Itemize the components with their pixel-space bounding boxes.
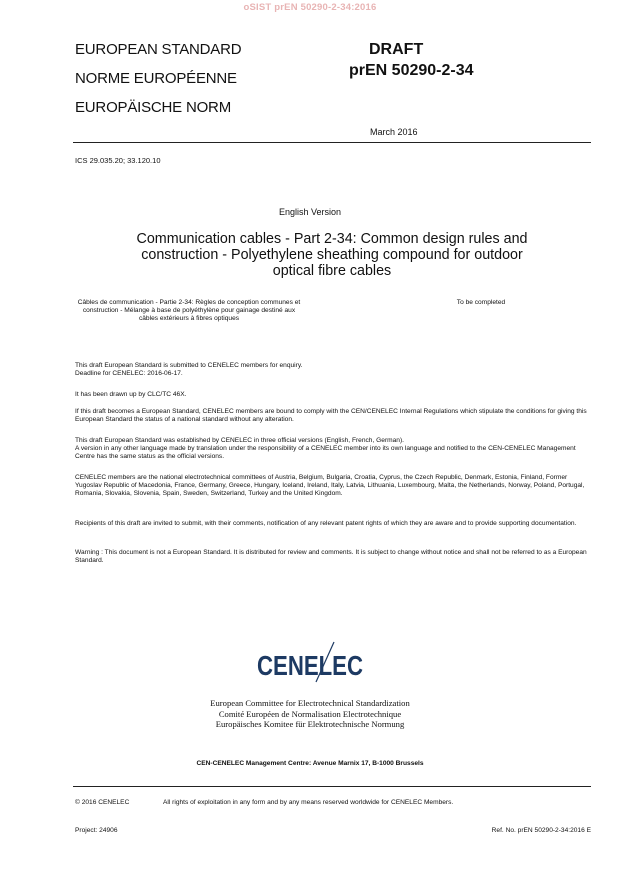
enquiry-notice: This draft European Standard is submitted to CENELEC members for enquiry. (75, 362, 303, 369)
translation-paragraph: A version in any other language made by translation under the responsibility of a CENELEC member into its own language and notified to the CEN-CENELEC Management Centre has the same status as the official versions. (75, 445, 576, 461)
reference-number: Ref. No. prEN 50290-2-34:2016 E (491, 827, 591, 834)
footer-rule (73, 786, 591, 787)
committee-name-en: European Committee for Electrotechnical Standardization (210, 698, 410, 708)
german-title: To be completed (456, 299, 506, 306)
copyright: © 2016 CENELEC (75, 799, 130, 806)
logo-wordmark: CENELEC (257, 650, 363, 681)
official-versions: This draft European Standard was established by CENELEC in three official versions (English, French, German). (75, 437, 404, 444)
technical-committee: It has been drawn up by CLC/TC 46X. (75, 391, 187, 398)
patent-paragraph: Recipients of this draft are invited to submit, with their comments, notification of any relevant patent rights of which they are aware and to provide supporting documentation. (75, 520, 577, 527)
standard-name-de: EUROPÄISCHE NORM (75, 99, 231, 116)
warning-paragraph: Warning : This document is not a European Standard. It is distributed for review and comments. It is subject to change without notice and shall not be referred to as a European Standard. (75, 549, 587, 565)
management-centre-address: CEN-CENELEC Management Centre: Avenue Marnix 17, B-1000 Brussels (196, 760, 424, 767)
cenelec-logo (0, 636, 620, 686)
rights-statement: All rights of exploitation in any form and by any means reserved worldwide for CENELEC Members. (163, 799, 454, 806)
regulations-paragraph: If this draft becomes a European Standard, CENELEC members are bound to comply with the CEN/CENELEC Internal Regulations which stipulate the conditions for giving this European Standard the status of a national standard without any alteration. (75, 408, 587, 424)
ics-codes: ICS 29.035.20; 33.120.10 (75, 156, 161, 165)
committee-name-fr: Comité Européen de Normalisation Electrotechnique (218, 708, 402, 719)
standard-name-en: EUROPEAN STANDARD (75, 41, 242, 58)
deadline: Deadline for CENELEC: 2016-06-17. (75, 370, 183, 377)
committee-name-de: Europäisches Komitee für Elektrotechnische Normung (215, 719, 405, 729)
standard-name-fr: NORME EUROPÉENNE (75, 70, 237, 87)
project-number: Project: 24906 (75, 827, 118, 834)
members-paragraph: CENELEC members are the national electrotechnical committees of Austria, Belgium, Bulgaria, Croatia, Cyprus, the Czech Republic, Denmark, Estonia, Finland, Former Yugoslav Republic of Macedonia, France, Germany, Greece, Hungary, Iceland, Ireland, Italy, Latvia, Lithuania, Luxembourg, Malta, the Netherlands, Norway, Poland, Portugal, Romania, Slovakia, Slovenia, Spain, Sweden, Switzerland, Turkey and the United Kingdom. (75, 474, 585, 498)
draft-number: prEN 50290-2-34 (349, 62, 474, 79)
watermark: oSIST prEN 50290-2-34:2016 (243, 2, 377, 13)
draft-label: DRAFT (369, 41, 424, 58)
document-title: Communication cables - Part 2-34: Common design rules and construction - Polyethylene sheathing compound for outdoor optical fibre cables (136, 231, 528, 279)
version-label: English Version (278, 207, 342, 217)
publication-date: March 2016 (370, 127, 418, 137)
committee-names (0, 698, 620, 730)
french-title: Câbles de communication - Partie 2-34: Règles de conception communes et construction - Mélange à base de polyéthylène pour gainage destiné aux câbles extérieurs à fibres optiques (77, 299, 301, 322)
header-rule (73, 142, 591, 143)
